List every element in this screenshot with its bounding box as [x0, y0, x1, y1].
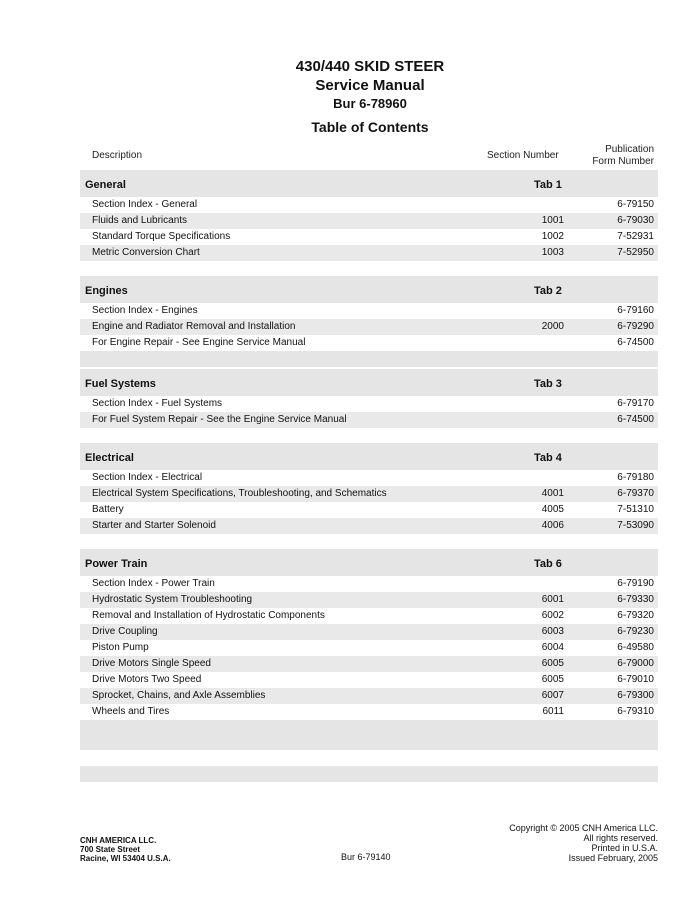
section-header — [80, 276, 658, 303]
table-row — [80, 518, 658, 534]
toc-heading: Table of Contents — [311, 119, 429, 135]
row-description: Section Index - General — [92, 199, 198, 210]
row-section-number: 1003 — [541, 247, 564, 258]
row-publication-number: 6-79010 — [617, 674, 654, 685]
publisher-street: 700 State Street — [80, 845, 141, 854]
row-publication-number: 6-79150 — [617, 199, 654, 210]
row-description: Battery — [92, 504, 124, 515]
row-section-number: 6005 — [541, 674, 564, 685]
table-row — [80, 624, 658, 640]
table-row — [80, 470, 658, 486]
form-number: Bur 6-79140 — [341, 852, 391, 862]
row-description: Wheels and Tires — [92, 706, 170, 717]
table-row — [80, 319, 658, 335]
row-description: For Fuel System Repair - See the Engine Service Manual — [92, 414, 347, 425]
row-section-number: 1002 — [541, 231, 564, 242]
row-description: Hydrostatic System Troubleshooting — [92, 594, 253, 605]
table-row — [80, 640, 658, 656]
table-row — [80, 197, 658, 213]
table-row — [80, 608, 658, 624]
issue-date: Issued February, 2005 — [568, 853, 658, 863]
section-tab: Tab 2 — [534, 285, 562, 297]
section-header — [80, 443, 658, 470]
row-publication-number: 7-51310 — [617, 504, 654, 515]
row-publication-number: 6-79000 — [617, 658, 654, 669]
row-section-number: 6001 — [541, 594, 564, 605]
row-description: Section Index - Engines — [92, 305, 198, 316]
row-section-number: 1001 — [541, 215, 564, 226]
row-description: Removal and Installation of Hydrostatic Components — [92, 610, 325, 621]
row-description: Metric Conversion Chart — [92, 247, 200, 258]
row-description: For Engine Repair - See Engine Service Manual — [92, 337, 306, 348]
column-header-section-number: Section Number — [487, 150, 559, 161]
table-row — [80, 303, 658, 319]
row-section-number: 6007 — [541, 690, 564, 701]
row-publication-number: 6-74500 — [617, 414, 654, 425]
row-description: Section Index - Fuel Systems — [92, 398, 223, 409]
row-description: Engine and Radiator Removal and Installation — [92, 321, 296, 332]
table-row — [80, 672, 658, 688]
section-tab: Tab 1 — [534, 179, 562, 191]
row-publication-number: 7-52931 — [617, 231, 654, 242]
publisher-city: Racine, WI 53404 U.S.A. — [80, 854, 171, 863]
table-row — [80, 688, 658, 704]
row-publication-number: 7-52950 — [617, 247, 654, 258]
section-name: General — [85, 179, 126, 191]
printed-in: Printed in U.S.A. — [591, 843, 658, 853]
row-section-number: 4001 — [541, 488, 564, 499]
section-tab: Tab 6 — [534, 558, 562, 570]
publisher-address — [80, 836, 171, 863]
section-name: Power Train — [85, 558, 148, 570]
row-section-number: 6004 — [541, 642, 564, 653]
table-row — [80, 412, 658, 428]
table-row — [80, 592, 658, 608]
row-description: Electrical System Specifications, Troubleshooting, and Schematics — [92, 488, 387, 499]
row-description: Sprocket, Chains, and Axle Assemblies — [92, 690, 266, 701]
row-section-number: 6005 — [541, 658, 564, 669]
section-name: Engines — [85, 285, 128, 297]
row-description: Starter and Starter Solenoid — [92, 520, 216, 531]
empty-band — [80, 734, 658, 750]
copyright: Copyright © 2005 CNH America LLC. — [509, 823, 658, 833]
column-header-description: Description — [92, 150, 143, 161]
table-row — [80, 656, 658, 672]
row-publication-number: 6-79370 — [617, 488, 654, 499]
table-row — [80, 704, 658, 720]
row-section-number: 4005 — [541, 504, 564, 515]
row-publication-number: 6-49580 — [617, 642, 654, 653]
document-subtitle: Service Manual — [315, 77, 425, 94]
row-publication-number: 6-74500 — [617, 337, 654, 348]
row-publication-number: 6-79230 — [617, 626, 654, 637]
column-header-publication — [588, 144, 654, 168]
row-section-number: 4006 — [541, 520, 564, 531]
table-row — [80, 229, 658, 245]
section-tab: Tab 3 — [534, 378, 562, 390]
empty-band — [80, 766, 658, 782]
table-row — [80, 245, 658, 261]
row-publication-number: 6-79190 — [617, 578, 654, 589]
section-header — [80, 369, 658, 396]
row-description: Section Index - Power Train — [92, 578, 215, 589]
section-spacer-band — [80, 351, 658, 367]
row-publication-number: 6-79030 — [617, 215, 654, 226]
table-row — [80, 502, 658, 518]
row-publication-number: 6-79180 — [617, 472, 654, 483]
row-section-number: 6003 — [541, 626, 564, 637]
section-name: Electrical — [85, 452, 134, 464]
row-description: Drive Motors Two Speed — [92, 674, 202, 685]
row-description: Standard Torque Specifications — [92, 231, 231, 242]
document-title: 430/440 SKID STEER — [295, 58, 445, 75]
row-description: Fluids and Lubricants — [92, 215, 188, 226]
table-row — [80, 396, 658, 412]
row-publication-number: 7-53090 — [617, 520, 654, 531]
row-description: Drive Coupling — [92, 626, 158, 637]
section-tab: Tab 4 — [534, 452, 562, 464]
row-publication-number: 6-79170 — [617, 398, 654, 409]
section-name: Fuel Systems — [85, 378, 156, 390]
row-description: Section Index - Electrical — [92, 472, 203, 483]
section-header — [80, 549, 658, 576]
row-publication-number: 6-79160 — [617, 305, 654, 316]
row-publication-number: 6-79300 — [617, 690, 654, 701]
table-row — [80, 486, 658, 502]
table-row — [80, 576, 658, 592]
table-row — [80, 213, 658, 229]
publisher-name: CNH AMERICA LLC. — [80, 836, 157, 845]
table-row — [80, 335, 658, 351]
row-section-number: 2000 — [541, 321, 564, 332]
row-publication-number: 6-79320 — [617, 610, 654, 621]
row-description: Piston Pump — [92, 642, 149, 653]
section-header — [80, 170, 658, 197]
row-description: Drive Motors Single Speed — [92, 658, 211, 669]
bur-number: Bur 6-78960 — [333, 96, 407, 111]
row-publication-number: 6-79330 — [617, 594, 654, 605]
row-section-number: 6011 — [542, 706, 564, 717]
column-header-publication-line1: Publication — [605, 144, 654, 155]
row-publication-number: 6-79310 — [617, 706, 654, 717]
row-publication-number: 6-79290 — [617, 321, 654, 332]
column-header-publication-line2: Form Number — [592, 156, 654, 167]
copyright-block — [480, 823, 658, 863]
rights-reserved: All rights reserved. — [583, 833, 658, 843]
row-section-number: 6002 — [541, 610, 564, 621]
